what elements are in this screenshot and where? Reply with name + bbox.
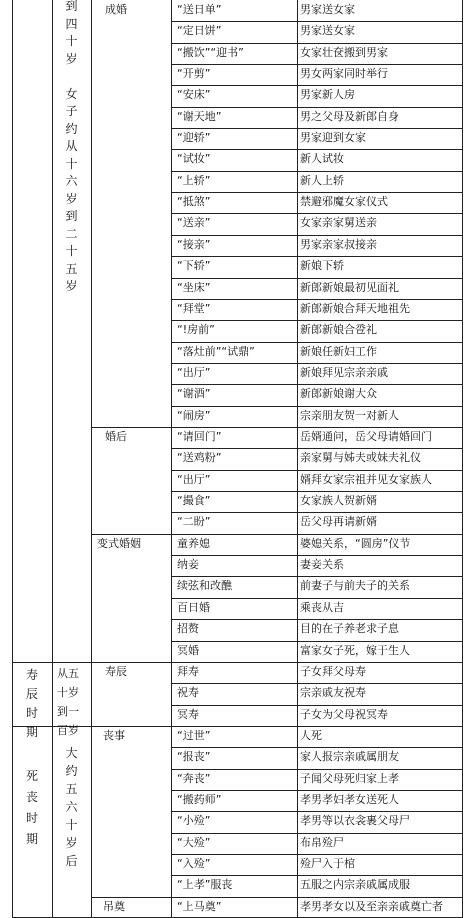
vertical-char: 从 <box>65 139 78 153</box>
age-range <box>52 744 91 870</box>
rite-description: 新娘下轿 <box>300 259 344 272</box>
column-divider <box>462 0 463 918</box>
rite-description: 前妻子与前夫子的关系 <box>300 579 410 592</box>
row-divider <box>171 235 463 236</box>
group-name: 寿辰 <box>105 665 127 678</box>
vertical-char: 时 <box>25 706 38 720</box>
rite-name: “谢酒” <box>177 387 211 400</box>
row-divider <box>12 726 463 727</box>
row-divider <box>171 641 463 642</box>
row-divider <box>171 171 463 172</box>
column-divider <box>171 0 172 918</box>
rite-description: 乘丧从吉 <box>300 601 344 614</box>
rite-description: 男家新人房 <box>300 88 355 101</box>
rite-description: 男家送女家 <box>300 24 355 37</box>
row-divider <box>171 43 463 44</box>
age-range: 从五 <box>57 667 79 680</box>
vertical-char: 女 <box>65 86 78 101</box>
row-divider <box>171 790 463 791</box>
rite-description: 新郎新娘谢大众 <box>300 387 377 400</box>
vertical-char: 期 <box>25 725 38 739</box>
rite-description: 人死 <box>300 729 322 742</box>
row-divider <box>171 213 463 214</box>
rite-name: “小殓” <box>177 814 211 827</box>
period-label <box>12 666 52 742</box>
rite-name: “出厅” <box>177 366 211 379</box>
row-divider <box>12 662 463 663</box>
rite-name: 拜寿 <box>177 665 199 678</box>
rite-name: 续弦和改醮 <box>177 579 232 592</box>
rite-name: “奔丧” <box>177 772 211 785</box>
vertical-char: 二 <box>65 226 78 241</box>
vertical-char: 四 <box>65 16 78 31</box>
vertical-char: 到 <box>65 209 78 223</box>
vertical-char: 五 <box>65 782 78 796</box>
vertical-char: 五 <box>65 261 78 276</box>
row-divider <box>171 85 463 86</box>
rite-name: “请回门” <box>177 430 222 443</box>
rite-name: “搬药师” <box>177 793 222 806</box>
rite-name: “撮食” <box>177 494 211 507</box>
rite-description: 新人上轿 <box>300 174 344 187</box>
age-range: 百岁 <box>57 724 79 737</box>
rite-description: 宗亲戚友祝寿 <box>300 686 366 699</box>
row-divider <box>171 598 463 599</box>
row-divider <box>171 342 463 343</box>
row-divider <box>171 619 463 620</box>
rite-name: “下轿” <box>177 259 211 272</box>
rite-description: 男家亲家叔接亲 <box>300 238 377 251</box>
row-divider <box>171 470 463 471</box>
row-divider <box>171 278 463 279</box>
rite-name: “安床” <box>177 88 211 101</box>
row-divider <box>91 897 463 898</box>
rite-name: 祝寿 <box>177 686 199 699</box>
rite-name: “谢天地” <box>177 110 222 123</box>
column-divider <box>297 0 298 918</box>
group-name: 丧事 <box>103 729 125 742</box>
age-range: 到一 <box>57 705 79 718</box>
vertical-char: 十 <box>65 34 78 48</box>
row-divider <box>171 683 463 684</box>
vertical-char: 岁 <box>65 51 78 66</box>
vertical-char: 约 <box>65 764 78 778</box>
vertical-char: 时 <box>25 811 38 825</box>
row-divider <box>171 64 463 65</box>
row-divider <box>171 576 463 577</box>
rite-name: 招赘 <box>177 622 199 635</box>
rite-name: “开剪” <box>177 67 211 80</box>
rite-description: 妻妾关系 <box>300 558 344 571</box>
row-divider <box>171 705 463 706</box>
row-divider <box>171 384 463 385</box>
rite-description: 孝男孝妇孝女送死人 <box>300 793 399 806</box>
rite-description: 家人报宗亲戚属朋友 <box>300 750 399 763</box>
row-divider <box>171 107 463 108</box>
rite-name: “上孝”服丧 <box>177 878 233 891</box>
vertical-char: 死 <box>25 769 38 783</box>
vertical-char: 寿 <box>25 668 38 682</box>
age-range <box>52 0 91 296</box>
rite-name: “抵煞” <box>177 195 211 208</box>
vertical-char: 丧 <box>25 790 38 804</box>
group-name: 变式婚姻 <box>97 537 141 550</box>
rite-name: “送鸡粉” <box>177 451 222 464</box>
rite-description: 男女两家同时举行 <box>300 67 388 80</box>
vertical-char: 十 <box>65 156 78 171</box>
vertical-char: 岁 <box>65 836 78 850</box>
rite-name: “送日单” <box>177 3 222 16</box>
rite-name: “报丧” <box>177 750 211 763</box>
vertical-char: 十 <box>65 818 78 832</box>
rite-name: “试妆” <box>177 152 211 165</box>
row-divider <box>171 149 463 150</box>
rite-name: 冥婚 <box>177 644 199 657</box>
column-divider <box>91 0 92 918</box>
row-divider <box>171 21 463 22</box>
age-range: 十岁 <box>57 686 79 699</box>
rite-name: 冥寿 <box>177 708 199 721</box>
row-divider <box>171 363 463 364</box>
rite-name: “坐床” <box>177 281 211 294</box>
rite-description: 子闻父母死归家上孝 <box>300 772 399 785</box>
rite-description: 子女拜父母寿 <box>300 665 366 678</box>
rite-description: 男之父母及新郎自身 <box>300 110 399 123</box>
row-divider <box>171 491 463 492</box>
vertical-char: 十 <box>65 244 78 258</box>
vertical-char: 到 <box>65 0 78 13</box>
rite-name: “落灶前”“试鼎” <box>177 345 255 358</box>
rite-name: “二盼” <box>177 515 211 528</box>
row-divider <box>171 320 463 321</box>
vertical-char: 子 <box>65 104 78 118</box>
rite-description: 新人试妆 <box>300 152 344 165</box>
row-divider <box>171 854 463 855</box>
rite-name: “!房前” <box>177 323 215 336</box>
row-divider <box>171 875 463 876</box>
rite-name: “拜堂” <box>177 302 211 315</box>
rite-description: 五服之内宗亲戚属成服 <box>300 878 410 891</box>
rite-description: 孝男等以衣衾裹父母尸 <box>300 814 410 827</box>
vertical-char: 六 <box>65 174 78 188</box>
row-divider <box>171 448 463 449</box>
vertical-char <box>52 68 91 86</box>
rite-name: 百日婚 <box>177 601 210 614</box>
vertical-char: 期 <box>25 832 38 846</box>
rite-description: 布帛殓尸 <box>300 836 344 849</box>
rite-name: “过世” <box>177 729 211 742</box>
rite-description: 新郎新娘合卺礼 <box>300 323 377 336</box>
rite-name: “大殓” <box>177 836 211 849</box>
vertical-char: 大 <box>65 746 78 760</box>
rite-name: “搬饮”“迎书” <box>177 46 244 59</box>
rite-name: “上马奠” <box>177 900 222 913</box>
rite-description: 孝男孝女以及至亲亲戚奠亡者 <box>300 900 443 913</box>
rite-description: 新娘拜见宗亲亲戚 <box>300 366 388 379</box>
rite-description: 岳婿通问，岳父母请婚回门 <box>300 430 432 443</box>
rite-name: 童养媳 <box>177 537 210 550</box>
group-name: 成婚 <box>105 3 127 16</box>
rite-description: 婿拜女家宗祖并见女家族人 <box>300 473 432 486</box>
rite-name: “闹房” <box>177 409 211 422</box>
rite-description: 亲家舅与姊夫或妹夫礼仪 <box>300 451 421 464</box>
group-name: 吊奠 <box>103 900 125 913</box>
rite-description: 禁避邪魔女家仪式 <box>300 195 388 208</box>
row-divider <box>171 512 463 513</box>
rite-name: “送亲” <box>177 216 211 229</box>
rite-description: 殓尸入于棺 <box>300 857 355 870</box>
period-label <box>12 766 52 850</box>
rite-description: 子女为父母祝冥寿 <box>300 708 388 721</box>
vertical-char: 岁 <box>65 279 78 293</box>
vertical-char: 岁 <box>65 191 78 206</box>
rite-name: “定日饼” <box>177 24 222 37</box>
vertical-char: 约 <box>65 121 78 136</box>
rite-description: 目的在子养老求子息 <box>300 622 399 635</box>
rite-description: 婆媳关系，“圆房”仪节 <box>300 537 411 550</box>
row-divider <box>171 256 463 257</box>
rite-description: 新娘任新妇工作 <box>300 345 377 358</box>
rite-name: 纳妾 <box>177 558 199 571</box>
vertical-char: 辰 <box>25 687 38 701</box>
rite-description: 女家壮奁搬到男家 <box>300 46 388 59</box>
row-divider <box>171 128 463 129</box>
rite-name: “接亲” <box>177 238 211 251</box>
row-divider <box>171 299 463 300</box>
rite-description: 男家迎到女家 <box>300 131 366 144</box>
rite-description: 富家女子死，嫁于生人 <box>300 644 410 657</box>
rite-name: “入殓” <box>177 857 211 870</box>
row-divider <box>91 427 463 428</box>
rite-name: “上轿” <box>177 174 211 187</box>
rite-name: “出厅” <box>177 473 211 486</box>
rite-name: “迎轿” <box>177 131 211 144</box>
vertical-char: 六 <box>65 800 78 814</box>
row-divider <box>171 406 463 407</box>
row-divider <box>171 192 463 193</box>
vertical-char: 后 <box>65 854 78 868</box>
row-divider <box>171 769 463 770</box>
rite-description: 新郎新娘合拜天地祖先 <box>300 302 410 315</box>
rite-description: 男家送女家 <box>300 3 355 16</box>
row-divider <box>171 811 463 812</box>
group-name: 婚后 <box>105 430 127 443</box>
row-divider <box>91 534 463 535</box>
rite-description: 新郎新娘最初见面礼 <box>300 281 399 294</box>
rite-description: 宗亲朋友贺一对新人 <box>300 409 399 422</box>
rite-description: 女家亲家舅送亲 <box>300 216 377 229</box>
row-divider <box>171 833 463 834</box>
row-divider <box>171 747 463 748</box>
row-divider <box>171 555 463 556</box>
rite-description: 女家族人贺新婿 <box>300 494 377 507</box>
rite-description: 岳父母再请新婿 <box>300 515 377 528</box>
